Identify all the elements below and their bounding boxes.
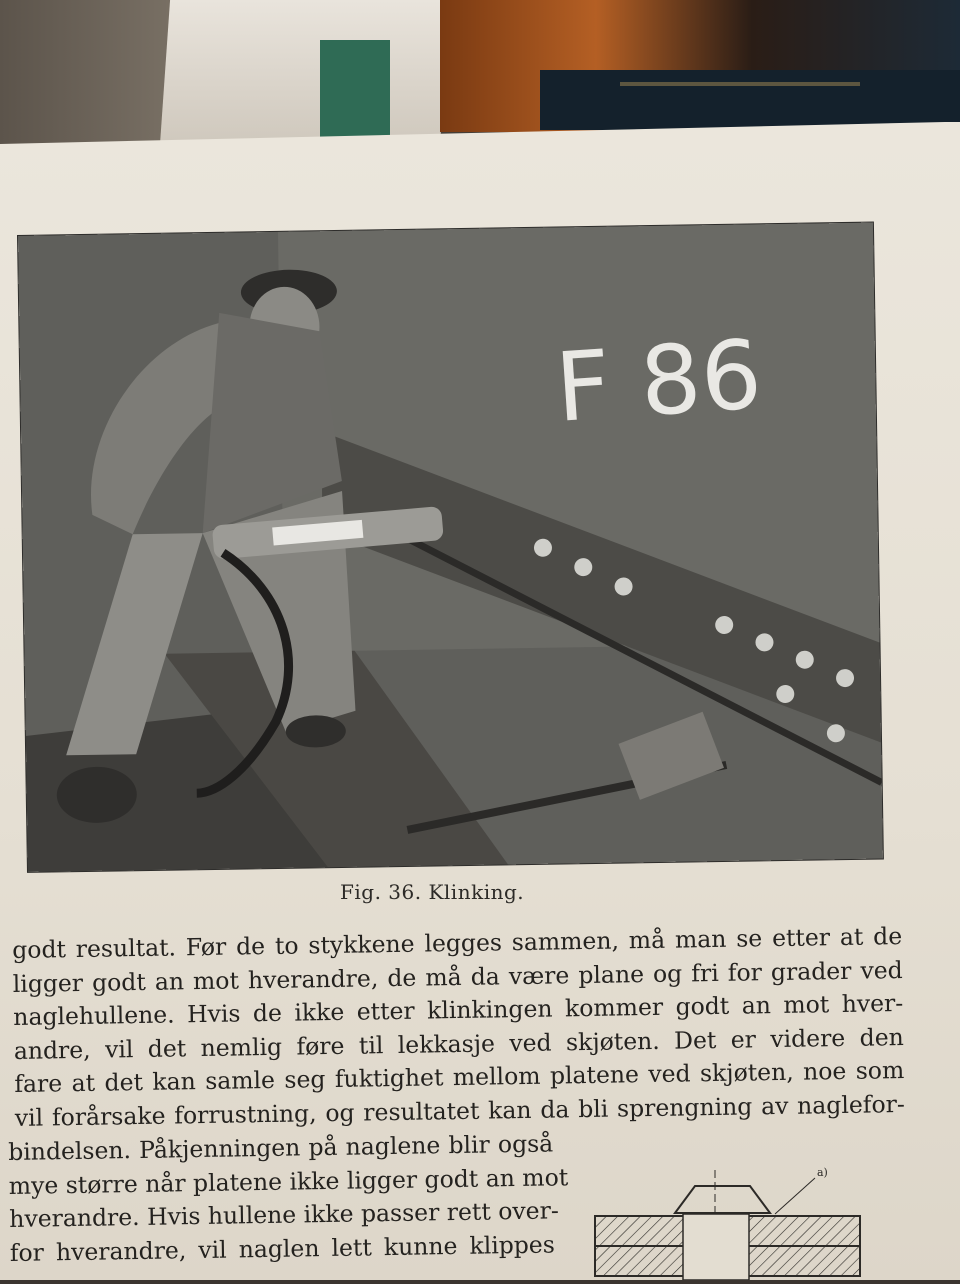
body-paragraph-narrow <box>8 1127 569 1270</box>
text-line: mye større når platene ikke ligger godt an mot <box>8 1162 569 1200</box>
text-line: fare at det kan samle seg fuktighet mellom platene ved skjøten, noe som <box>14 1056 905 1098</box>
text-line: vil forårsake forrustning, og resultatet kan da bli sprengning av naglefor- <box>14 1089 905 1132</box>
background-book-spine <box>540 70 960 130</box>
diagram-label: a) <box>817 1166 828 1179</box>
text-line: for hverandre, vil naglen lett kunne klippes <box>9 1229 555 1267</box>
figure-caption: Fig. 36. Klinking. <box>340 880 525 904</box>
text-line: hverandre. Hvis hullene ikke passer rett over- <box>9 1196 559 1233</box>
figure-photo <box>18 223 883 872</box>
background-book <box>160 0 450 145</box>
text-line: godt resultat. Før de to stykkene legges sammen, må man se etter at de <box>12 922 903 964</box>
photo-chalk-marking: F 86 <box>552 320 765 444</box>
background-book-detail <box>320 40 390 140</box>
text-line: bindelsen. Påkjenningen på naglene blir også <box>8 1129 554 1166</box>
body-paragraph <box>12 920 905 1135</box>
rivet-diagram <box>585 1158 875 1280</box>
text-line: andre, vil det nemlig føre til lekkasje ved skjøten. Det er videre den <box>13 1022 904 1065</box>
text-line: ligger godt an mot hverandre, de må da være plane og fri for grader ved <box>12 955 903 998</box>
text-line: naglehullene. Hvis de ikke etter klinkingen kommer godt an mot hver- <box>13 989 904 1031</box>
